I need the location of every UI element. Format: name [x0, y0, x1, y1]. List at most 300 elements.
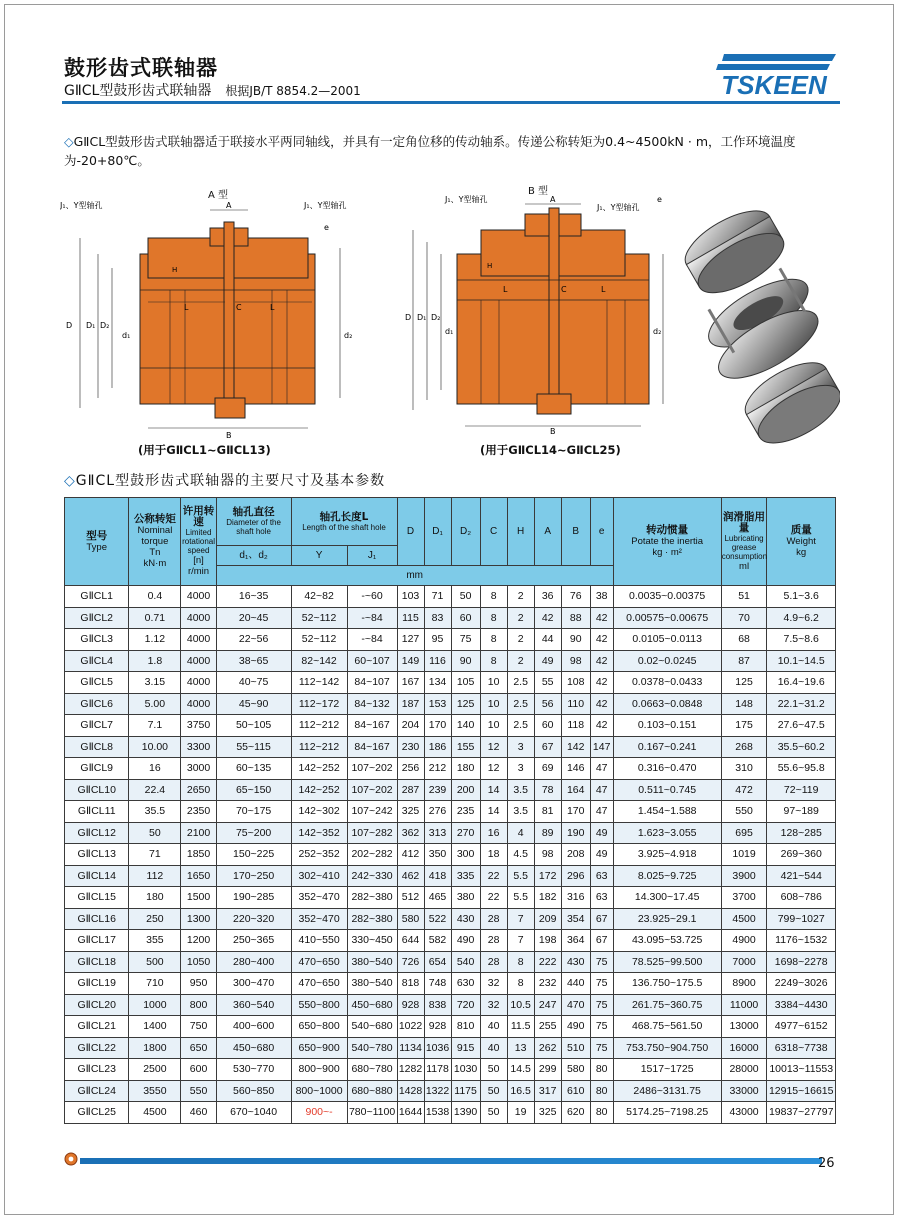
cell-D: 103 — [397, 586, 424, 608]
cell-inertia: 261.75~360.75 — [613, 994, 721, 1016]
fig-b-j1y-left: J₁、Y型轴孔 — [445, 195, 488, 204]
cell-D: 187 — [397, 693, 424, 715]
cell-D: 167 — [397, 672, 424, 694]
cell-D1: 465 — [424, 887, 451, 909]
cell-speed: 4000 — [181, 629, 216, 651]
gear-icon — [64, 1152, 78, 1166]
cell-torque: 22.4 — [129, 779, 181, 801]
cell-torque: 35.5 — [129, 801, 181, 823]
cell-grease: 13000 — [721, 1016, 767, 1038]
cell-mass: 1698~2278 — [767, 951, 836, 973]
cell-B: 490 — [561, 1016, 590, 1038]
cell-C: 32 — [480, 973, 507, 995]
cell-D1: 239 — [424, 779, 451, 801]
cell-grease: 87 — [721, 650, 767, 672]
cell-grease: 148 — [721, 693, 767, 715]
cell-len-y: 352~470 — [291, 887, 347, 909]
cell-model: GⅡCL17 — [65, 930, 129, 952]
table-row — [65, 1102, 836, 1124]
cell-A: 55 — [534, 672, 561, 694]
standard-text: 根据JB/T 8854.2—2001 — [225, 84, 361, 98]
cell-A: 98 — [534, 844, 561, 866]
cell-A: 69 — [534, 758, 561, 780]
cell-speed: 460 — [181, 1102, 216, 1124]
cell-e: 75 — [590, 994, 613, 1016]
cell-bore: 20~45 — [216, 607, 291, 629]
table-row — [65, 672, 836, 694]
cell-D: 127 — [397, 629, 424, 651]
coupling-photo — [680, 196, 840, 456]
cell-len-j1: 540~780 — [347, 1037, 397, 1059]
cell-C: 14 — [480, 779, 507, 801]
table-row — [65, 844, 836, 866]
cell-A: 44 — [534, 629, 561, 651]
cell-speed: 1200 — [181, 930, 216, 952]
cell-H: 13 — [507, 1037, 534, 1059]
cell-D: 1428 — [397, 1080, 424, 1102]
table-row — [65, 865, 836, 887]
header-D2: D₂ — [451, 498, 480, 566]
cell-bore: 170~250 — [216, 865, 291, 887]
cell-D1: 95 — [424, 629, 451, 651]
cell-D2: 270 — [451, 822, 480, 844]
cell-H: 5.5 — [507, 865, 534, 887]
cell-speed: 4000 — [181, 672, 216, 694]
section-title-text: GⅡCL型鼓形齿式联轴器的主要尺寸及基本参数 — [75, 473, 386, 489]
cell-mass: 2249~3026 — [767, 973, 836, 995]
cell-speed: 1050 — [181, 951, 216, 973]
header-divider — [62, 101, 840, 104]
cell-model: GⅡCL19 — [65, 973, 129, 995]
cell-mass: 128~285 — [767, 822, 836, 844]
cell-len-y: 900~- — [291, 1102, 347, 1124]
cell-H: 8 — [507, 951, 534, 973]
fig-a-j1y-right: J₁、Y型轴孔 — [304, 201, 347, 210]
cell-D2: 630 — [451, 973, 480, 995]
cell-D: 1644 — [397, 1102, 424, 1124]
cell-model: GⅡCL6 — [65, 693, 129, 715]
fig-b-label-h: H — [487, 262, 493, 270]
cell-grease: 43000 — [721, 1102, 767, 1124]
cell-e: 80 — [590, 1102, 613, 1124]
section-title — [64, 470, 385, 490]
intro-bullet: ◇ — [64, 134, 74, 149]
cell-mass: 97~189 — [767, 801, 836, 823]
cell-model: GⅡCL23 — [65, 1059, 129, 1081]
fig-b-label-e: e — [657, 195, 662, 204]
footer-divider — [80, 1158, 822, 1164]
cell-torque: 0.71 — [129, 607, 181, 629]
cell-B: 470 — [561, 994, 590, 1016]
cell-grease: 3900 — [721, 865, 767, 887]
cell-len-j1: -~84 — [347, 629, 397, 651]
cell-bore: 38~65 — [216, 650, 291, 672]
fig-a-bolt — [224, 222, 234, 412]
table-row — [65, 1080, 836, 1102]
header-D: D — [397, 498, 424, 566]
cell-len-j1: 380~540 — [347, 951, 397, 973]
cell-mass: 4977~6152 — [767, 1016, 836, 1038]
cell-speed: 2350 — [181, 801, 216, 823]
cell-D: 726 — [397, 951, 424, 973]
cell-grease: 3700 — [721, 887, 767, 909]
cell-speed: 4000 — [181, 607, 216, 629]
cell-C: 50 — [480, 1080, 507, 1102]
cell-A: 317 — [534, 1080, 561, 1102]
cell-mass: 799~1027 — [767, 908, 836, 930]
cell-C: 50 — [480, 1102, 507, 1124]
fig-b-type: B 型 — [528, 186, 549, 197]
cell-torque: 5.00 — [129, 693, 181, 715]
cell-D1: 1538 — [424, 1102, 451, 1124]
header-e: e — [590, 498, 613, 566]
cell-e: 75 — [590, 1037, 613, 1059]
header-C: C — [480, 498, 507, 566]
cell-D: 1282 — [397, 1059, 424, 1081]
cell-A: 198 — [534, 930, 561, 952]
cell-e: 47 — [590, 801, 613, 823]
cell-len-j1: 450~680 — [347, 994, 397, 1016]
cell-H: 4.5 — [507, 844, 534, 866]
cell-A: 262 — [534, 1037, 561, 1059]
cell-grease: 7000 — [721, 951, 767, 973]
cell-A: 182 — [534, 887, 561, 909]
cell-B: 510 — [561, 1037, 590, 1059]
cell-bore: 150~225 — [216, 844, 291, 866]
cell-grease: 550 — [721, 801, 767, 823]
cell-e: 75 — [590, 973, 613, 995]
cell-e: 47 — [590, 758, 613, 780]
cell-torque: 1.12 — [129, 629, 181, 651]
cell-D2: 490 — [451, 930, 480, 952]
cell-e: 80 — [590, 1080, 613, 1102]
fig-b-label-d-left: d₁ — [445, 327, 454, 336]
cell-mass: 421~544 — [767, 865, 836, 887]
cell-A: 222 — [534, 951, 561, 973]
header-A: A — [534, 498, 561, 566]
cell-D: 462 — [397, 865, 424, 887]
cell-len-j1: 107~242 — [347, 801, 397, 823]
cell-mass: 55.6~95.8 — [767, 758, 836, 780]
cell-B: 610 — [561, 1080, 590, 1102]
fig-b-label-d: D — [405, 313, 412, 322]
cell-B: 90 — [561, 629, 590, 651]
cell-e: 49 — [590, 844, 613, 866]
cell-bore: 530~770 — [216, 1059, 291, 1081]
cell-len-y: 82~142 — [291, 650, 347, 672]
cell-A: 325 — [534, 1102, 561, 1124]
cell-H: 7 — [507, 930, 534, 952]
cell-speed: 1850 — [181, 844, 216, 866]
cell-len-j1: 680~780 — [347, 1059, 397, 1081]
cell-model: GⅡCL7 — [65, 715, 129, 737]
cell-inertia: 0.00575~0.00675 — [613, 607, 721, 629]
cell-mass: 608~786 — [767, 887, 836, 909]
cell-inertia: 0.0378~0.0433 — [613, 672, 721, 694]
header-B: B — [561, 498, 590, 566]
intro-text: GⅡCL型鼓形齿式联轴器适于联接水平两同轴线，并具有一定角位移的传动轴系。传递公称转矩为0.4~4500kN · m，工作环境温度为-20+80℃。 — [64, 134, 796, 168]
cell-inertia: 468.75~561.50 — [613, 1016, 721, 1038]
cell-D1: 186 — [424, 736, 451, 758]
cell-inertia: 1517~1725 — [613, 1059, 721, 1081]
fig-b-caption: (用于GⅡCL14~GⅡCL25) — [480, 443, 621, 457]
cell-A: 49 — [534, 650, 561, 672]
cell-inertia: 136.750~175.5 — [613, 973, 721, 995]
table-row — [65, 973, 836, 995]
fig-a-label-h: H — [172, 266, 178, 274]
cell-grease: 1019 — [721, 844, 767, 866]
cell-model: GⅡCL11 — [65, 801, 129, 823]
table-row — [65, 930, 836, 952]
cell-D2: 1390 — [451, 1102, 480, 1124]
cell-inertia: 0.0105~0.0113 — [613, 629, 721, 651]
cell-D2: 300 — [451, 844, 480, 866]
cell-len-j1: 680~880 — [347, 1080, 397, 1102]
cell-grease: 68 — [721, 629, 767, 651]
cell-inertia: 0.316~0.470 — [613, 758, 721, 780]
cell-mass: 12915~16615 — [767, 1080, 836, 1102]
cell-len-y: 142~352 — [291, 822, 347, 844]
cell-inertia: 0.02~0.0245 — [613, 650, 721, 672]
cell-C: 14 — [480, 801, 507, 823]
cell-e: 63 — [590, 887, 613, 909]
cell-model: GⅡCL3 — [65, 629, 129, 651]
cell-mass: 5.1~3.6 — [767, 586, 836, 608]
cell-model: GⅡCL24 — [65, 1080, 129, 1102]
fig-a-label-d2: D₂ — [100, 321, 110, 330]
cell-e: 63 — [590, 865, 613, 887]
page-title: 鼓形齿式联轴器 — [64, 56, 218, 80]
header-mass: 质量 Weight kg — [767, 498, 836, 586]
header-H: H — [507, 498, 534, 566]
cell-mass: 7.5~8.6 — [767, 629, 836, 651]
cell-mass: 6318~7738 — [767, 1037, 836, 1059]
cell-H: 19 — [507, 1102, 534, 1124]
cell-bore: 45~90 — [216, 693, 291, 715]
cell-B: 190 — [561, 822, 590, 844]
cell-D2: 140 — [451, 715, 480, 737]
cell-H: 8 — [507, 973, 534, 995]
cell-B: 146 — [561, 758, 590, 780]
cell-D1: 212 — [424, 758, 451, 780]
cell-C: 12 — [480, 736, 507, 758]
cell-D2: 155 — [451, 736, 480, 758]
header-model: 型号 Type — [65, 498, 129, 586]
cell-D1: 116 — [424, 650, 451, 672]
cell-grease: 8900 — [721, 973, 767, 995]
cell-C: 40 — [480, 1016, 507, 1038]
cell-H: 10.5 — [507, 994, 534, 1016]
cell-A: 299 — [534, 1059, 561, 1081]
cell-bore: 75~200 — [216, 822, 291, 844]
cell-len-j1: 60~107 — [347, 650, 397, 672]
cell-B: 98 — [561, 650, 590, 672]
cell-inertia: 0.0035~0.00375 — [613, 586, 721, 608]
cell-D1: 313 — [424, 822, 451, 844]
cell-H: 5.5 — [507, 887, 534, 909]
cell-A: 56 — [534, 693, 561, 715]
cell-D: 818 — [397, 973, 424, 995]
cell-model: GⅡCL4 — [65, 650, 129, 672]
fig-a-j1y-left: J₁、Y型轴孔 — [60, 201, 103, 210]
cell-speed: 1500 — [181, 887, 216, 909]
cell-grease: 33000 — [721, 1080, 767, 1102]
fig-b-label-d2: D₂ — [431, 313, 441, 322]
cell-e: 75 — [590, 1016, 613, 1038]
cell-D: 325 — [397, 801, 424, 823]
table-row — [65, 994, 836, 1016]
cell-len-y: 142~252 — [291, 779, 347, 801]
cell-mass: 72~119 — [767, 779, 836, 801]
cell-len-y: 112~172 — [291, 693, 347, 715]
cell-len-j1: 202~282 — [347, 844, 397, 866]
cell-len-j1: 282~380 — [347, 887, 397, 909]
cell-speed: 3000 — [181, 758, 216, 780]
cell-len-j1: 282~380 — [347, 908, 397, 930]
cell-model: GⅡCL13 — [65, 844, 129, 866]
cell-len-j1: 780~1100 — [347, 1102, 397, 1124]
cell-len-y: 410~550 — [291, 930, 347, 952]
cell-D: 580 — [397, 908, 424, 930]
cell-grease: 16000 — [721, 1037, 767, 1059]
fig-b-label-l-left: L — [503, 285, 508, 294]
cell-speed: 600 — [181, 1059, 216, 1081]
cell-inertia: 2486~3131.75 — [613, 1080, 721, 1102]
cell-D: 287 — [397, 779, 424, 801]
cell-D1: 522 — [424, 908, 451, 930]
cell-D2: 125 — [451, 693, 480, 715]
header-mm: mm — [216, 566, 613, 586]
cell-A: 247 — [534, 994, 561, 1016]
cell-D1: 350 — [424, 844, 451, 866]
cell-A: 36 — [534, 586, 561, 608]
cell-len-y: 302~410 — [291, 865, 347, 887]
cell-D2: 105 — [451, 672, 480, 694]
cell-mass: 10013~11553 — [767, 1059, 836, 1081]
cell-H: 2 — [507, 586, 534, 608]
cell-bore: 40~75 — [216, 672, 291, 694]
subtitle-text: GⅡCL型鼓形齿式联轴器 — [64, 83, 212, 99]
cell-e: 75 — [590, 951, 613, 973]
cell-C: 10 — [480, 715, 507, 737]
cell-H: 3.5 — [507, 779, 534, 801]
cell-bore: 16~35 — [216, 586, 291, 608]
cell-D1: 134 — [424, 672, 451, 694]
cell-e: 42 — [590, 715, 613, 737]
cell-len-j1: 380~540 — [347, 973, 397, 995]
cell-len-y: 112~142 — [291, 672, 347, 694]
cell-D: 1134 — [397, 1037, 424, 1059]
cell-model: GⅡCL8 — [65, 736, 129, 758]
cell-model: GⅡCL5 — [65, 672, 129, 694]
header-len-y: Y — [291, 546, 347, 566]
cell-e: 42 — [590, 650, 613, 672]
cell-len-y: 52~112 — [291, 607, 347, 629]
cell-torque: 2500 — [129, 1059, 181, 1081]
cell-inertia: 23.925~29.1 — [613, 908, 721, 930]
cell-D: 149 — [397, 650, 424, 672]
cell-model: GⅡCL21 — [65, 1016, 129, 1038]
header-length: 轴孔长度L Length of the shaft hole — [291, 498, 397, 546]
figure-b-drawing — [405, 194, 675, 434]
cell-model: GⅡCL16 — [65, 908, 129, 930]
cell-mass: 3384~4430 — [767, 994, 836, 1016]
cell-speed: 4000 — [181, 693, 216, 715]
cell-C: 12 — [480, 758, 507, 780]
cell-inertia: 0.511~0.745 — [613, 779, 721, 801]
cell-len-j1: 84~167 — [347, 715, 397, 737]
cell-len-j1: 84~167 — [347, 736, 397, 758]
cell-model: GⅡCL2 — [65, 607, 129, 629]
cell-bore: 450~680 — [216, 1037, 291, 1059]
cell-B: 108 — [561, 672, 590, 694]
cell-A: 67 — [534, 736, 561, 758]
cell-len-j1: 107~282 — [347, 822, 397, 844]
cell-B: 88 — [561, 607, 590, 629]
cell-C: 40 — [480, 1037, 507, 1059]
table-row — [65, 715, 836, 737]
cell-A: 232 — [534, 973, 561, 995]
cell-grease: 70 — [721, 607, 767, 629]
cell-bore: 250~365 — [216, 930, 291, 952]
table-row — [65, 779, 836, 801]
table-row — [65, 586, 836, 608]
cell-D: 644 — [397, 930, 424, 952]
cell-D: 362 — [397, 822, 424, 844]
cell-speed: 750 — [181, 1016, 216, 1038]
cell-len-y: 550~800 — [291, 994, 347, 1016]
cell-torque: 1800 — [129, 1037, 181, 1059]
cell-C: 32 — [480, 994, 507, 1016]
cell-D: 230 — [397, 736, 424, 758]
cell-C: 8 — [480, 629, 507, 651]
cell-C: 50 — [480, 1059, 507, 1081]
cell-bore: 220~320 — [216, 908, 291, 930]
cell-model: GⅡCL25 — [65, 1102, 129, 1124]
cell-C: 28 — [480, 951, 507, 973]
cell-model: GⅡCL1 — [65, 586, 129, 608]
fig-b-label-d1: D₁ — [417, 313, 427, 322]
cell-C: 10 — [480, 672, 507, 694]
header-speed: 许用转速 Limited rotational speed [n] r/min — [181, 498, 216, 586]
table-row — [65, 736, 836, 758]
table-row — [65, 607, 836, 629]
table-row — [65, 1037, 836, 1059]
cell-D2: 335 — [451, 865, 480, 887]
cell-D2: 1175 — [451, 1080, 480, 1102]
cell-B: 208 — [561, 844, 590, 866]
cell-len-y: 470~650 — [291, 973, 347, 995]
cell-C: 10 — [480, 693, 507, 715]
cell-mass: 4.9~6.2 — [767, 607, 836, 629]
header-inertia: 转动惯量 Potate the inertia kg · m² — [613, 498, 721, 586]
cell-mass: 22.1~31.2 — [767, 693, 836, 715]
cell-model: GⅡCL9 — [65, 758, 129, 780]
fig-a-label-d-right: d₂ — [344, 331, 353, 340]
cell-D1: 838 — [424, 994, 451, 1016]
cell-mass: 1176~1532 — [767, 930, 836, 952]
cell-speed: 800 — [181, 994, 216, 1016]
cell-mass: 19837~27797 — [767, 1102, 836, 1124]
logo-text: TSKEEN — [721, 70, 827, 98]
cell-inertia: 43.095~53.725 — [613, 930, 721, 952]
cell-len-y: 352~470 — [291, 908, 347, 930]
header-bore-sub: d₁、d₂ — [216, 546, 291, 566]
cell-D2: 1030 — [451, 1059, 480, 1081]
cell-B: 620 — [561, 1102, 590, 1124]
cell-grease: 175 — [721, 715, 767, 737]
header-len-j1: J₁ — [347, 546, 397, 566]
